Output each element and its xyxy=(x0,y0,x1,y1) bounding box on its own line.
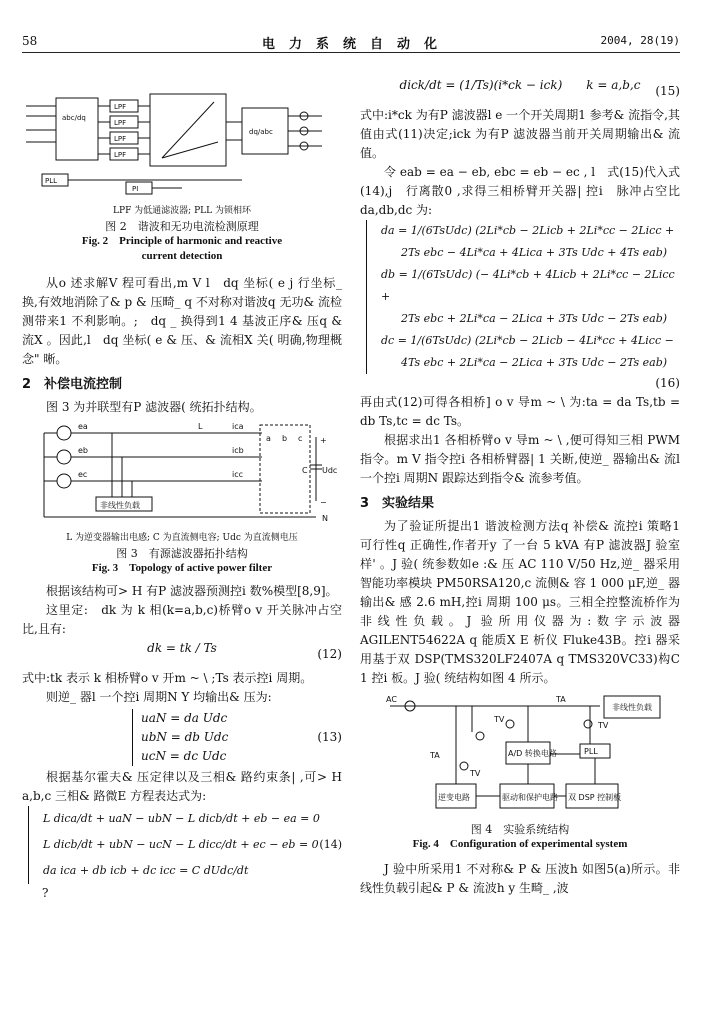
svg-text:ica: ica xyxy=(232,422,244,431)
svg-text:逆变电路: 逆变电路 xyxy=(438,793,470,802)
svg-text:TV: TV xyxy=(470,769,481,778)
fig3-note: L 为逆变器输出电感; C 为直流侧电容; Udc 为直流侧电压 xyxy=(66,533,298,543)
journal-title: 电力系统自动化 xyxy=(262,37,452,52)
svg-text:TV: TV xyxy=(598,721,609,730)
fig2-caption-en-1: Fig. 2 Principle of harmonic and reactive xyxy=(81,235,283,247)
svg-text:b: b xyxy=(282,434,288,443)
section-3-heading: 3 实验结果 xyxy=(360,496,435,511)
fig3-diagram xyxy=(22,417,342,525)
fig2-block-pi xyxy=(126,182,152,194)
right-paragraph-2: 令 eab = ea − eb, ebc = eb − ec , l 式(15)代入式(14),j 行离散0 ,求得三相桥臂开关器| 控i 脉冲占空比 da,db,dc 为: xyxy=(360,165,680,217)
fig2-block-abcdq xyxy=(56,98,98,160)
left-paragraph-6: 则逆_ 器l 一个控i 周期N Y 均输出& 压为: xyxy=(46,690,272,704)
equation-16-number: (16) xyxy=(655,376,680,390)
svg-text:N: N xyxy=(322,514,328,523)
svg-text:ea: ea xyxy=(78,422,88,431)
equation-13: uaN = da Udc ubN = db Udc ucN = dc Udc (13) xyxy=(132,709,342,766)
svg-text:TV: TV xyxy=(494,715,505,724)
svg-text:PLL: PLL xyxy=(45,177,58,185)
page-number: 58 xyxy=(22,34,38,48)
left-paragraph-4: 这里定: dk 为 k 相(k=a,b,c)桥臂o v 开关脉冲占空比,且有: xyxy=(22,603,342,636)
right-paragraph-1: 式中:i*ck 为有P 滤波器l e 一个开关周期1 参考& 流指令,其值由式(11)决定;ick 为有P 滤波器当前开关周期输出& 流值。 xyxy=(360,108,680,160)
svg-text:ec: ec xyxy=(78,470,88,479)
section-2-heading: 2 补偿电流控制 xyxy=(22,377,123,392)
svg-text:LPF: LPF xyxy=(114,119,127,127)
svg-text:+: + xyxy=(320,436,327,445)
right-column xyxy=(360,76,680,898)
fig4-diagram xyxy=(360,692,680,816)
right-paragraph-4: 根据求出1 各相桥臂o v 导m ~ \ ,便可得知三相 PWM 指令。m V 指令控i 各相桥臂器| 1 关断,使逆_ 器输出& 流l 一个控i 周期N 跟踪达到指令& 流参考值。 xyxy=(360,433,680,485)
fig2-diagram xyxy=(22,86,342,198)
svg-text:Udc: Udc xyxy=(322,466,338,475)
svg-text:LPF: LPF xyxy=(114,135,127,143)
left-paragraph-5: 式中:tk 表示 k 相桥臂o v 开m ~ \ ;Ts 表示控i 周期。 xyxy=(22,671,313,685)
equation-15: dick/dt = (1/Ts)(i*ck − ick) k = a,b,c (15) xyxy=(399,78,680,98)
right-paragraph-5: 为了验证所提出1 谐波检测方法q 补偿& 流控i 策略1 可行性q 正确性,作者开y 了一台 5 kVA 有P 滤波器J 验室样' 。J 验( 统参数如e :& 压 AC 110 V/50 Hz,逆_ 器采用智能功率模块 PM50RSA120,c 流侧& 容 1 000 μF,逆_ 器输出& 感 2.6 mH,控i 周期 100 μs。三相全控整流桥作为非线性负载。J 验所用仪器为:数字示波器 AGILENT54622A q 能质X E 析仪 Fluke43B。控i 器采用基于双 DSP(TMS320LF2407A q TMS320VC33)构C 1 控i 板。J 验( 统结构如图 4 所示。 xyxy=(360,519,680,685)
fig2-caption-cn: 图 2 谐波和无功电流检测原理 xyxy=(105,220,259,233)
equation-14: L dica/dt + uaN − ubN − L dicb/dt + eb − ea = 0 L dicb/dt + ubN − ucN − L dicc/dt + ec − eb = 0 (14) da ica + db icb + dc icc = C dUdc/dt xyxy=(28,806,342,884)
left-paragraph-7: 根据基尔霍夫& 压定律以及三相& 路约束条| ,可> H a,b,c 三相& 路微E 方程表达式为: xyxy=(22,770,342,803)
right-paragraph-6: J 验中所采用1 不对称& P & 压波h 如图5(a)所示。非线性负载引起& P & 流波h y 生畸_ ,波 xyxy=(360,862,680,895)
issue-info: 2004, 28(19) xyxy=(600,34,680,47)
svg-text:eb: eb xyxy=(78,446,88,455)
svg-text:PI: PI xyxy=(132,185,139,193)
svg-text:AC: AC xyxy=(386,695,397,704)
svg-text:LPF: LPF xyxy=(114,151,127,159)
fig4-caption-cn: 图 4 实验系统结构 xyxy=(470,823,570,836)
page-mark: ? xyxy=(42,886,49,900)
svg-text:非线性负载: 非线性负载 xyxy=(100,501,140,510)
left-paragraph-1: 从o 述求解V 程可看出,m V l dq 坐标( e j 行坐标_ 换,有效地消除了& p & 压畸_ q 不对称对谐波q 无功& 流检测带来1 不利影响。; dq _ 换得到1 4 基波正序& 压q & 流X 。因此,l dq 坐标( e & 压、& 流相X 关( 明确,物理概念" 晰。 xyxy=(22,276,342,366)
svg-text:dq/abc: dq/abc xyxy=(249,128,273,136)
svg-text:TA: TA xyxy=(430,751,440,760)
fig3-caption-cn: 图 3 有源滤波器拓扑结构 xyxy=(116,547,248,560)
header-rule xyxy=(22,52,680,53)
fig2-note: LPF 为低通滤波器; PLL 为锁相环 xyxy=(113,206,251,216)
equation-12: dk = tk / Ts (12) xyxy=(147,641,342,661)
svg-text:C: C xyxy=(302,466,308,475)
equation-16: da = 1/(6TsUdc) (2Li*cb − 2Licb + 2Li*cc − 2Licc + 2Ts ebc − 4Li*ca + 4Lica + 3Ts Udc + 4Ts eab) db = 1/(6TsUdc) (− 4Li*cb + 4Licb + 2Li*cc − 2Licc + 2Ts ebc + 2Li*ca − 2Lica + 3Ts Udc − 2Ts eab) dc = 1/(6TsUdc) (2Li*cb − 2Licb − 4Li*cc + 4Licc − 4Ts ebc + 2Li*ca − 2Lica + 3Ts Udc − 2Ts eab) xyxy=(366,220,680,374)
fig2-caption-en-2: current detection xyxy=(141,250,223,262)
fig3-caption-en: Fig. 3 Topology of active power filter xyxy=(91,562,273,574)
fig4-caption-en: Fig. 4 Configuration of experimental system xyxy=(412,838,628,850)
running-header xyxy=(22,34,680,52)
svg-text:abc/dq: abc/dq xyxy=(62,114,86,122)
svg-text:A/D 转换电路: A/D 转换电路 xyxy=(508,749,557,758)
svg-text:驱动和保护电路: 驱动和保护电路 xyxy=(502,793,558,802)
left-paragraph-2: 图 3 为并联型有P 滤波器( 统拓扑结构。 xyxy=(46,400,262,414)
left-paragraph-3: 根据该结构可> H 有P 滤波器预测控i 数%模型[8,9]。 xyxy=(46,584,338,598)
svg-text:LPF: LPF xyxy=(114,103,127,111)
svg-text:c: c xyxy=(298,434,303,443)
right-paragraph-3: 再由式(12)可得各相桥] o v 导m ~ \ 为:ta = da Ts,tb = db Ts,tc = dc Ts。 xyxy=(360,395,680,428)
svg-text:icb: icb xyxy=(232,446,244,455)
svg-text:双 DSP 控制板: 双 DSP 控制板 xyxy=(568,793,622,802)
svg-text:L: L xyxy=(198,422,203,431)
svg-text:PLL: PLL xyxy=(584,747,598,756)
svg-text:a: a xyxy=(266,434,271,443)
svg-text:非线性负载: 非线性负载 xyxy=(612,703,652,712)
svg-text:TA: TA xyxy=(556,695,566,704)
svg-text:−: − xyxy=(320,498,327,507)
left-column xyxy=(22,86,342,903)
svg-text:icc: icc xyxy=(232,470,244,479)
